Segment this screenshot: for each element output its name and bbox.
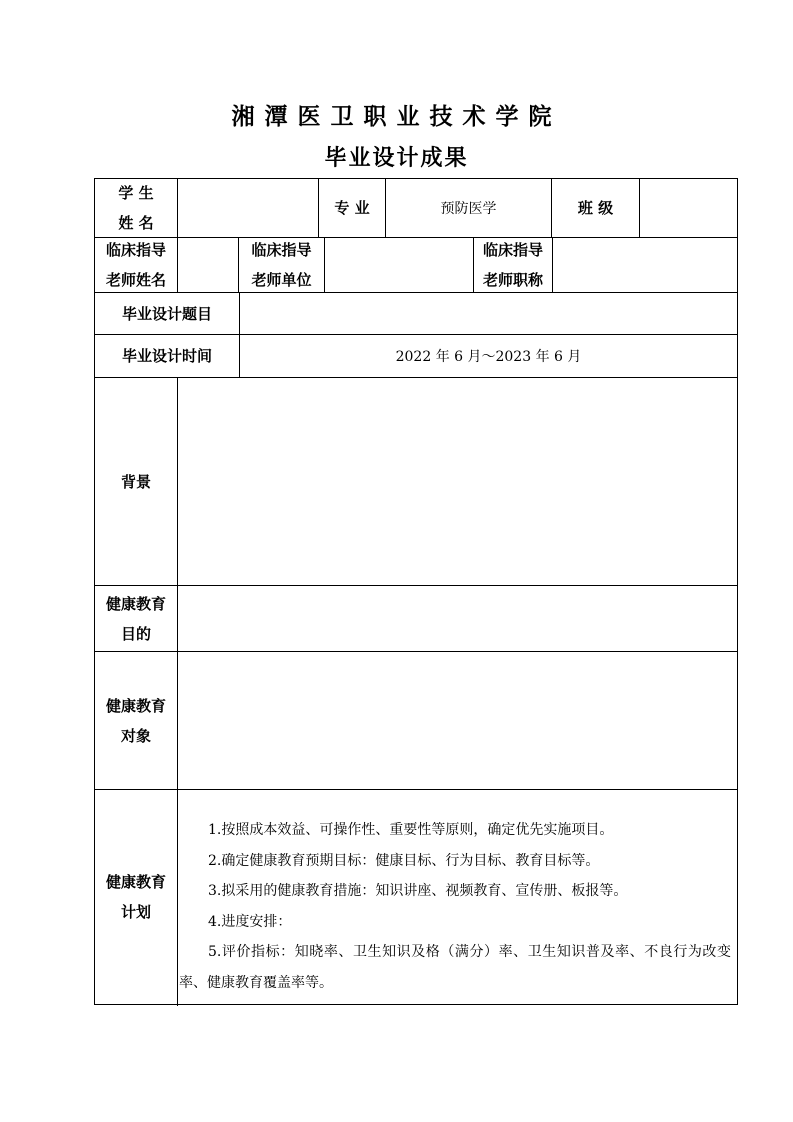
student-name-field[interactable] xyxy=(178,179,318,237)
mentor-title-label-line2: 老师职称 xyxy=(482,271,543,289)
plan-label xyxy=(95,790,177,1004)
background-field[interactable] xyxy=(178,378,737,585)
school-name: 湘潭医卫职业技术学院 xyxy=(231,104,562,130)
plan-item: 3.拟采用的健康教育措施：知识讲座、视频教育、宣传册、板报等。 xyxy=(208,883,628,899)
class-field[interactable] xyxy=(640,179,737,237)
plan-content xyxy=(179,815,731,998)
purpose-label-line1: 健康教育 xyxy=(105,594,166,613)
plan-item: 2.确定健康教育预期目标：健康目标、行为目标、教育目标等。 xyxy=(208,852,600,869)
plan-item: 4.进度安排： xyxy=(208,913,292,930)
audience-label xyxy=(95,652,177,789)
mentor-unit-field[interactable] xyxy=(325,238,473,292)
mentor-unit-label-line1: 临床指导 xyxy=(251,241,312,259)
plan-label-line1: 健康教育 xyxy=(105,873,166,891)
mentor-name-label xyxy=(95,238,177,292)
mentor-title-label-line1: 临床指导 xyxy=(482,241,543,259)
mentor-name-label-line2: 老师姓名 xyxy=(105,271,166,289)
background-label: 背景 xyxy=(120,472,151,491)
mentor-name-label-line1: 临床指导 xyxy=(105,241,166,259)
topic-label: 毕业设计题目 xyxy=(121,304,212,323)
purpose-label-line2: 目的 xyxy=(120,624,151,643)
audience-field[interactable] xyxy=(178,652,737,789)
document-title: 毕业设计成果 xyxy=(324,146,469,171)
mentor-name-field[interactable] xyxy=(178,238,238,292)
graduation-design-form xyxy=(94,178,738,1005)
mentor-title-field[interactable] xyxy=(553,238,737,292)
major-label: 专 业 xyxy=(334,199,370,217)
purpose-label xyxy=(95,586,177,651)
plan-label-line2: 计划 xyxy=(120,903,151,921)
time-label: 毕业设计时间 xyxy=(121,347,212,365)
major-field[interactable]: 预防医学 xyxy=(440,201,497,217)
student-name-label-line2: 姓 名 xyxy=(118,214,154,232)
class-label: 班 级 xyxy=(577,199,614,217)
row-divider xyxy=(95,789,737,790)
audience-label-line2: 对象 xyxy=(120,726,151,745)
plan-item: 5.评价指标：知晓率、卫生知识及格（满分）率、卫生知识普及率、不良行为改变率、健康教育覆盖率等。 xyxy=(179,944,731,991)
audience-label-line1: 健康教育 xyxy=(105,696,166,715)
time-field[interactable]: 2022 年 6 月～2023 年 6 月 xyxy=(395,349,582,365)
mentor-unit-label-line2: 老师单位 xyxy=(251,271,312,289)
mentor-unit-label xyxy=(239,238,324,292)
mentor-title-label xyxy=(474,238,552,292)
student-name-label xyxy=(95,179,177,237)
topic-field[interactable] xyxy=(240,293,737,334)
plan-item: 1.按照成本效益、可操作性、重要性等原则，确定优先实施项目。 xyxy=(208,822,614,838)
student-name-label-line1: 学 生 xyxy=(118,184,154,202)
purpose-field[interactable] xyxy=(178,586,737,651)
